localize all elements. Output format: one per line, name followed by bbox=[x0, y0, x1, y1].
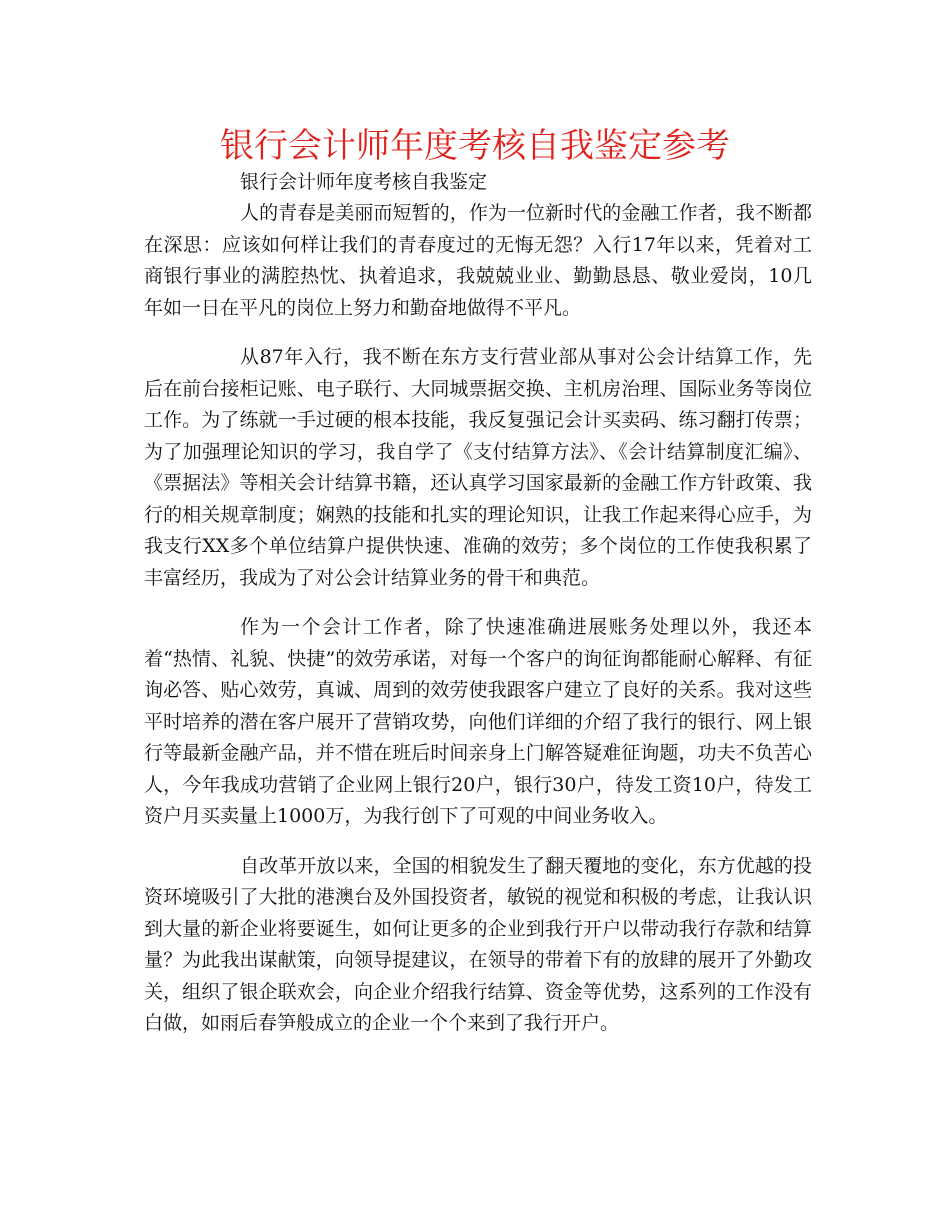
document-title: 银行会计师年度考核自我鉴定参考 bbox=[220, 126, 730, 166]
paragraph-4: 自改革开放以来，全国的相貌发生了翻天覆地的变化，东方优越的投资环境吸引了大批的港澳台及外国投资者，敏锐的视觉和积极的考虑，让我认识到大量的新企业将要诞生，如何让更多的企业到我行开户以带动我行存款和结算量？为此我出谋献策，向领导提建议，在领导的带着下有的放肆的展开了外勤攻关，组织了银企联欢会，向企业介绍我行结算、资金等优势，这系列的工作没有白做，如雨后春笋般成立的企业一个个来到了我行开户。 bbox=[144, 854, 812, 1034]
paragraph-2: 从87年入行，我不断在东方支行营业部从事对公会计结算工作，先后在前台接柜记账、电子联行、大同城票据交换、主机房治理、国际业务等岗位工作。为了练就一手过硬的根本技能，我反复强记会计买卖码、练习翻打传票；为了加强理论知识的学习，我自学了《支付结算方法》、《会计结算制度汇编》、《票据法》等相关会计结算书籍，还认真学习国家最新的金融工作方针政策、我行的相关规章制度；娴熟的技能和扎实的理论知识，让我工作起来得心应手，为我支行XX多个单位结算户提供快速、准确的效劳；多个岗位的工作使我积累了丰富经历，我成为了对公会计结算业务的骨干和典范。 bbox=[144, 346, 812, 589]
paragraph-1: 人的青春是美丽而短暂的，作为一位新时代的金融工作者，我不断都在深思：应该如何样让我们的青春度过的无悔无怨？入行17年以来，凭着对工商银行事业的满腔热忱、执着追求，我兢兢业业、勤勤恳恳、敬业爱岗，10几年如一日在平凡的岗位上努力和勤奋地做得不平凡。 bbox=[144, 202, 812, 319]
document-subtitle: 银行会计师年度考核自我鉴定 bbox=[240, 171, 488, 193]
document-body bbox=[144, 198, 812, 1058]
paragraph-3: 作为一个会计工作者，除了快速准确进展账务处理以外，我还本着“热情、礼貌、快捷”的效劳承诺，对每一个客户的询征询都能耐心解释、有征询必答、贴心效劳，真诚、周到的效劳使我跟客户建立了良好的关系。我对这些平时培养的潜在客户展开了营销攻势，向他们详细的介绍了我行的银行、网上银行等最新金融产品，并不惜在班后时间亲身上门解答疑难征询题，功夫不负苦心人，今年我成功营销了企业网上银行20户，银行30户，待发工资10户，待发工资户月买卖量上1000万，为我行创下了可观的中间业务收入。 bbox=[144, 616, 812, 827]
